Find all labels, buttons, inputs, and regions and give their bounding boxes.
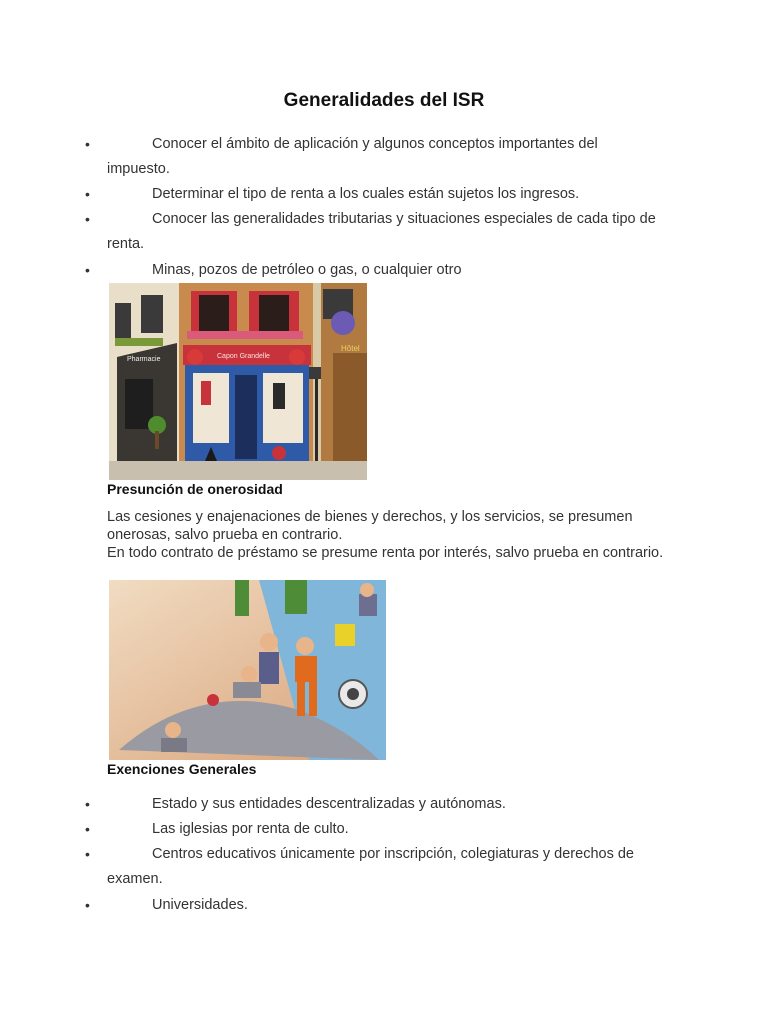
page-title: Generalidades del ISR xyxy=(283,90,485,111)
bullet-text: Determinar el tipo de renta a los cuales están sujetos los ingresos. xyxy=(152,186,580,202)
list-item xyxy=(85,132,662,182)
bullet-text: Conocer las generalidades tributarias y situaciones especiales de cada tipo de renta. xyxy=(107,211,656,252)
hotel-sign: Hôtel xyxy=(341,344,360,353)
list-item xyxy=(85,893,662,918)
bullet-marker: • xyxy=(85,136,90,152)
bullet-marker: • xyxy=(85,211,90,227)
list-item xyxy=(85,792,662,817)
list-item xyxy=(85,817,662,842)
bullet-text: Conocer el ámbito de aplicación y algunos conceptos importantes del impuesto. xyxy=(107,136,598,177)
street-illustration xyxy=(109,283,367,480)
bullet-marker: • xyxy=(85,186,90,202)
bullet-marker: • xyxy=(85,262,90,278)
bullet-marker: • xyxy=(85,821,90,837)
bullet-marker: • xyxy=(85,846,90,862)
section-heading: Exenciones Generales xyxy=(107,761,257,777)
list-item xyxy=(85,207,662,257)
bullet-text: Minas, pozos de petróleo o gas, o cualquier otro xyxy=(152,262,462,278)
list-item xyxy=(85,182,662,207)
bullet-text: Centros educativos únicamente por inscripción, colegiaturas y derechos de examen. xyxy=(107,846,634,887)
bullet-marker: • xyxy=(85,897,90,913)
bullet-text: Universidades. xyxy=(152,897,248,913)
paragraph: Las cesiones y enajenaciones de bienes y derechos, y los servicios, se presumen onerosas, salvo prueba en contrario. xyxy=(107,509,633,543)
crowd-illustration xyxy=(109,580,386,760)
list-item xyxy=(85,842,662,892)
bullet-marker: • xyxy=(85,796,90,812)
bullet-text: Las iglesias por renta de culto. xyxy=(152,821,349,837)
shop-sign: Capon Grandelle xyxy=(217,353,270,360)
pharmacy-sign: Pharmacie xyxy=(127,356,161,363)
paragraph: En todo contrato de préstamo se presume renta por interés, salvo prueba en contrario. xyxy=(107,545,664,561)
section-heading: Presunción de onerosidad xyxy=(107,481,283,497)
bullet-text: Estado y sus entidades descentralizadas y autónomas. xyxy=(152,796,506,812)
list-item xyxy=(85,258,662,283)
